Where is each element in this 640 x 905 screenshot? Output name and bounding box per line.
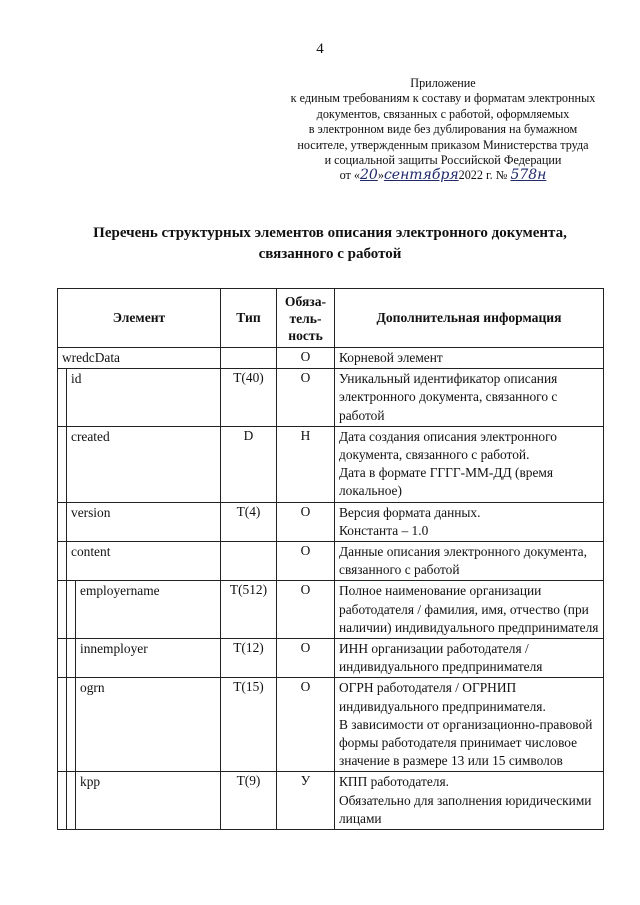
document-title — [60, 223, 600, 265]
element-name: kpp — [80, 774, 101, 790]
table-row — [58, 678, 604, 772]
cell-required: О — [277, 369, 335, 427]
order-number: 578н — [510, 167, 547, 184]
element-name: created — [71, 428, 110, 444]
structure-table — [57, 288, 604, 830]
cell-element — [58, 426, 221, 502]
appendix-header — [268, 76, 618, 184]
cell-element — [58, 678, 221, 772]
appendix-line: носителе, утвержденным приказом Министерства труда — [297, 137, 589, 152]
cell-type: T(4) — [221, 502, 277, 541]
title-line-1: Перечень структурных элементов описания электронного документа, — [93, 225, 567, 241]
element-name: ogrn — [80, 680, 105, 696]
cell-info: Уникальный идентификатор описания электронного документа, связанного с работой — [335, 369, 604, 427]
header-element: Элемент — [58, 289, 221, 348]
cell-required: О — [277, 581, 335, 639]
element-name: version — [71, 504, 111, 520]
header-info: Дополнительная информация — [335, 289, 604, 348]
cell-info: ИНН организации работодателя / индивидуального предпринимателя — [335, 639, 604, 678]
appendix-line: в электронном виде без дублирования на бумажном — [308, 122, 578, 137]
cell-info: Версия формата данных. Константа – 1.0 — [335, 502, 604, 541]
table-row — [58, 369, 604, 427]
table-row — [58, 348, 604, 369]
table-row — [58, 426, 604, 502]
cell-type: D — [221, 426, 277, 502]
cell-info: КПП работодателя. Обязательно для заполнения юридическими лицами — [335, 772, 604, 830]
date-year: 2022 г. № — [458, 168, 508, 183]
cell-required: О — [277, 542, 335, 581]
cell-info: ОГРН работодателя / ОГРНИП индивидуального предпринимателя. В зависимости от организационно-правовой формы работодателя принимает числовое значение в размере 13 или 15 символов — [335, 678, 604, 772]
table-row — [58, 639, 604, 678]
table-header-row — [58, 289, 604, 348]
table-row — [58, 581, 604, 639]
header-required: Обяза- тель- ность — [277, 289, 335, 348]
date-month: сентября — [383, 167, 459, 184]
element-name: wredcData — [62, 350, 120, 365]
title-line-2: связанного с работой — [258, 246, 402, 262]
cell-required: У — [277, 772, 335, 830]
appendix-line: к единым требованиям к составу и форматам электронных — [290, 91, 596, 106]
cell-required: Н — [277, 426, 335, 502]
cell-type: T(40) — [221, 369, 277, 427]
element-name: content — [71, 544, 111, 560]
cell-info: Полное наименование организации работодателя / фамилия, имя, отчество (при наличии) индивидуального предпринимателя — [335, 581, 604, 639]
cell-required: О — [277, 348, 335, 369]
element-name: id — [71, 371, 82, 387]
cell-type: T(12) — [221, 639, 277, 678]
cell-info: Дата создания описания электронного документа, связанного с работой. Дата в формате ГГГГ-ММ-ДД (время локальное) — [335, 426, 604, 502]
date-mid: » — [377, 168, 384, 183]
date-prefix: от « — [339, 168, 361, 183]
element-name: employername — [80, 583, 160, 599]
cell-element — [58, 369, 221, 427]
header-type: Тип — [221, 289, 277, 348]
cell-required: О — [277, 502, 335, 541]
cell-info: Корневой элемент — [335, 348, 604, 369]
cell-element — [58, 502, 221, 541]
cell-info: Данные описания электронного документа, связанного с работой — [335, 542, 604, 581]
cell-required: О — [277, 639, 335, 678]
table-row — [58, 772, 604, 830]
cell-element — [58, 348, 221, 369]
date-day: 20 — [360, 167, 378, 184]
appendix-line: и социальной защиты Российской Федерации — [324, 153, 562, 168]
cell-element — [58, 581, 221, 639]
cell-type: T(512) — [221, 581, 277, 639]
table-row — [58, 542, 604, 581]
cell-element — [58, 772, 221, 830]
cell-type — [221, 542, 277, 581]
appendix-line: документов, связанных с работой, оформляемых — [316, 106, 570, 121]
element-name: innemployer — [80, 641, 148, 657]
cell-element — [58, 639, 221, 678]
cell-element — [58, 542, 221, 581]
appendix-date-line — [268, 168, 618, 183]
page-number: 4 — [316, 41, 324, 57]
cell-type: T(15) — [221, 678, 277, 772]
cell-required: О — [277, 678, 335, 772]
cell-type — [221, 348, 277, 369]
appendix-line: Приложение — [410, 76, 476, 90]
cell-type: T(9) — [221, 772, 277, 830]
table-row — [58, 502, 604, 541]
